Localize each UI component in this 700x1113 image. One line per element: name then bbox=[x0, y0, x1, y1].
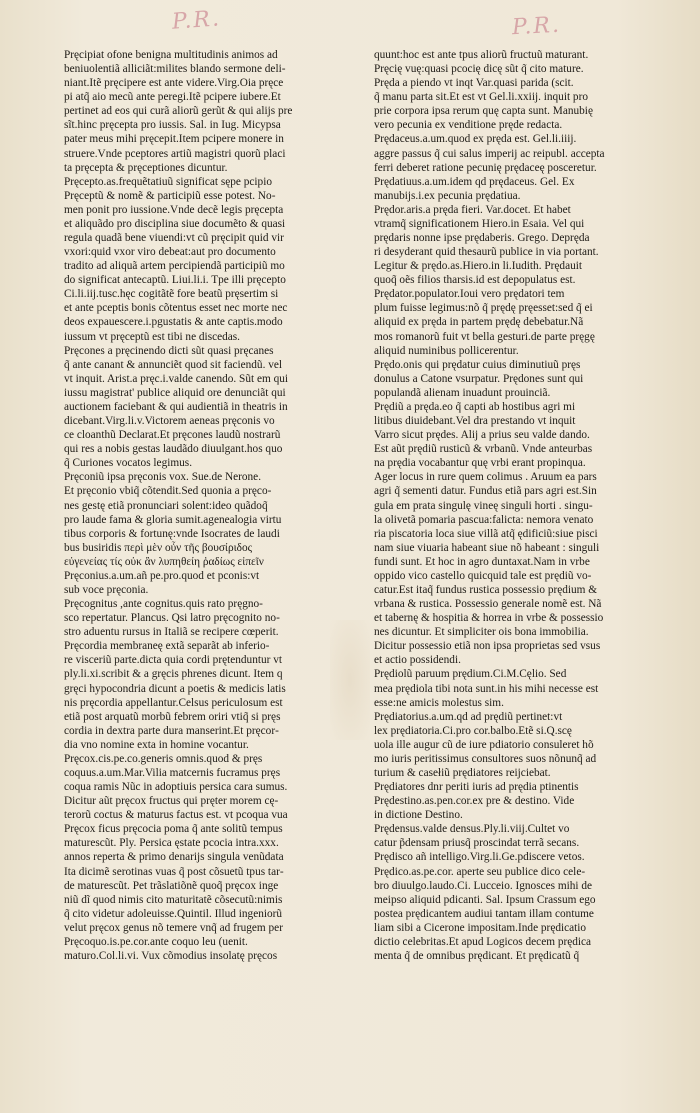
text-line: Prędaceus.a.um.quod ex pręda est. Gel.li.iiij. bbox=[374, 133, 577, 146]
text-line: men ponit pro iussione.Vnde decẽ legis pręcepta bbox=[64, 203, 284, 216]
text-line: cordia in dextra parte dura manserint.Et pręcor‑ bbox=[64, 724, 279, 737]
text-line: donulus a Catone vsurpatur. Prędones sunt qui bbox=[374, 372, 584, 385]
text-line: iussu magistrat' publice aliquid ore denunciãt qui bbox=[64, 386, 286, 399]
text-line: quunt:hoc est ante tpus aliorũ fructuũ maturant. bbox=[374, 49, 589, 61]
text-line: prędaris nonne ipse prędaberis. Grego. Depręda bbox=[374, 232, 590, 245]
text-line: εὐγενείας τίς οὐκ ἂν λυπηθείη ῥαδίως εἰπεῖν bbox=[64, 555, 264, 568]
text-line: aggre passus q̃ cui salus imperij ac reipubl. accepta bbox=[374, 147, 605, 160]
text-line: annos reperta & primo denarijs singula venũdata bbox=[64, 851, 284, 864]
text-line: dictio celebritas.Et apud Logicos decem prędica bbox=[374, 935, 592, 948]
text-line: auctionem faciebant & qui audientiã in theatris in bbox=[64, 400, 288, 413]
text-line: dicebant.Virg.li.v.Victorem aeneas pręconis vo bbox=[64, 415, 275, 428]
text-line: na prędia vocabantur quę vrbi erant propinqua. bbox=[374, 457, 586, 470]
text-line: qui res a nobis gestas laudãdo diuulgant.hos quo bbox=[64, 443, 283, 456]
text-line: Prędatiuus.a.um.idem qd prędaceus. Gel. Ex bbox=[374, 175, 575, 188]
text-line: bro diuulgo.laudo.Ci. Lucceio. Ignosces mihi de bbox=[374, 879, 593, 892]
text-line: coqua ramis Nũc in adoptiuis persica cara sumus. bbox=[64, 781, 288, 794]
text-line: Pręceptũ & nomẽ & participiũ esse potest. No‑ bbox=[64, 189, 276, 202]
text-line: in dictione Destino. bbox=[374, 809, 463, 822]
text-line: Pręconius.a.um.añ pe.pro.quod et pconis:vt bbox=[64, 569, 260, 582]
text-line: de maturescũt. Pet trãslatiõnẽ quoq̃ pręcox inge bbox=[64, 879, 279, 892]
text-line: nes gestę etiã pronunciari solent:ideo quãdoq̃ bbox=[64, 499, 268, 512]
text-line: ta pręcepta & pręceptiones dicuntur. bbox=[64, 161, 228, 174]
text-line: litibus diuidebant.Vel dra prestando vt inquit bbox=[374, 415, 576, 428]
text-line: manubijs.i.ex pecunia prędatiua. bbox=[374, 189, 521, 202]
text-line: Pręcepto.as.frequẽtatiuũ significat sępe pcipio bbox=[64, 175, 272, 188]
text-line: ce cloanthũ Declarat.Et pręcones laudũ nostrarũ bbox=[64, 429, 281, 442]
text-line: Dicitur aũt pręcox fructus qui pręter morem cę‑ bbox=[64, 795, 279, 808]
text-line: nes dicuntur. Et simpliciter ois bona immobilia. bbox=[374, 626, 589, 639]
text-line: niũ dĩ quod nimis cito maturitatẽ cõsecutũ:nimis bbox=[64, 893, 283, 906]
text-line: tibus corporis & fortunę:vnde Isocrates de laudi bbox=[64, 527, 280, 540]
text-line: terorũ coctus & maturus factus est. vt pcoqua vua bbox=[64, 809, 288, 822]
text-line: Prędensus.valde densus.Ply.li.viij.Cultet vo bbox=[374, 823, 570, 836]
text-line: deos expauescere.i.pgustatis & ante captis.modo bbox=[64, 316, 283, 329]
text-line: quoq̃ oẽs filios tharsis.id est depopulatus est. bbox=[374, 274, 576, 287]
text-line: sco repertatur. Plancus. Qsi latro pręcognito no‑ bbox=[64, 612, 280, 625]
text-line: maturescũt. Ply. Persica ęstate pcocia intra.xxx. bbox=[64, 837, 279, 850]
text-line: Est aũt prędiũ rusticũ & vrbanũ. Vnde anteurbas bbox=[374, 443, 593, 456]
text-line: niant.Itẽ pręcipere est ante videre.Virg.Oia pręce bbox=[64, 77, 284, 90]
text-line: mo iuris peritissimus consultores suos nõnunq̃ ad bbox=[374, 752, 597, 765]
text-line: plum fuisse legimus:nõ q̃ prędę pręesset:sed q̃ ei bbox=[374, 302, 593, 315]
text-line: struere.Vnde pceptores artiũ magistri quorũ placi bbox=[64, 147, 286, 160]
text-line: vtramq̃ significationem Hiero.in Esaia. Vel qui bbox=[374, 217, 585, 230]
text-line: q̃ ante canant & annunciẽt quod sit faciendũ. vel bbox=[64, 358, 283, 371]
text-line: q̃ cito videtur adoleuisse.Quintil. Illud ingeniorũ bbox=[64, 907, 283, 920]
text-line: pi atq̃ aio mecũ ante peregi.Itẽ pcipere iubere.Et bbox=[64, 91, 281, 104]
text-line: Pręda a piendo vt inqt Var.quasi parida (scit. bbox=[374, 77, 574, 90]
text-line: Pręconiũ ipsa pręconis vox. Sue.de Nerone. bbox=[64, 471, 262, 484]
text-line: populandã alienam inuadunt prouinciã. bbox=[374, 386, 551, 399]
text-column-right bbox=[374, 48, 670, 963]
text-line: prie corpora ipsa rerum quę capta sunt. Manubię bbox=[374, 105, 593, 118]
text-line: agri q̃ sementi datur. Fundus etiã pars agri est.Sin bbox=[374, 485, 597, 498]
text-line: beniuolentiã alliciãt:milites blando sermone deli‑ bbox=[64, 63, 286, 76]
marginal-note-right: P.R. bbox=[511, 12, 562, 41]
text-line: aliquid ex pręda in partem prędę debebatur.Nã bbox=[374, 316, 584, 329]
text-line: dia vno nomine exta in homine vocantur. bbox=[64, 738, 249, 751]
text-line: iussum vt pręceptũ est tibi ne discedas. bbox=[64, 330, 241, 343]
marginalia bbox=[0, 6, 700, 42]
text-line: Prędo.onis qui prędatur cuius diminutiuũ pręs bbox=[374, 358, 581, 371]
text-line: esse:ne amicis molestus sim. bbox=[374, 696, 504, 709]
text-line: Ci.li.iij.tusc.hęc cogitãtẽ fore beatũ pręsertim si bbox=[64, 288, 279, 301]
text-line: Prędico.as.pe.cor. aperte seu publice dico cele‑ bbox=[374, 865, 586, 878]
text-line: sĩt.hinc pręcepta pro iussis. Sal. in Iug. Micypsa bbox=[64, 119, 281, 132]
text-line: turium & casełiũ prędiatores reijciebat. bbox=[374, 766, 551, 779]
text-line: Ager locus in rure quem colimus . Aruum ea pars bbox=[374, 471, 597, 484]
text-line: Et pręconio vbiq̃ cõtendit.Sed quonia a pręco‑ bbox=[64, 485, 272, 498]
text-line: Prędiatorius.a.um.qd ad prędiũ pertinet:vt bbox=[374, 710, 563, 723]
text-line: pro laude fama & gloria sumit.agenealogia virtu bbox=[64, 513, 282, 526]
text-line: pertinet ad eos qui curã aliorũ gerũt & qui alijs pre bbox=[64, 105, 293, 118]
text-line: vt inquit. Arist.a pręc.i.valde canendo. Sũt em qui bbox=[64, 372, 289, 385]
text-line: gręci hypocondria dicunt a poetis & medicis latis bbox=[64, 682, 286, 695]
text-line: Varro sicut prędes. Alij a prius seu valde dando. bbox=[374, 429, 590, 442]
text-line: stro aduentu rursus in Italiã se recipere cœperit. bbox=[64, 626, 279, 639]
text-line: Pręcordia membraneę extã separãt ab inferio‑ bbox=[64, 640, 270, 653]
text-line: la olivetã pomaria pascua:falicta: nemora venato bbox=[374, 513, 594, 526]
text-line: ferri deberet ratione pecunię prędaceę posceretur. bbox=[374, 161, 597, 174]
text-line: Prędisco añ intelligo.Virg.li.Ge.pdiscere vetos. bbox=[374, 851, 585, 864]
text-line: Pręcones a pręcinendo dicti sũt quasi pręcanes bbox=[64, 344, 274, 357]
text-line: liam sibi a Cicerone impositam.Inde prędicatio bbox=[374, 921, 587, 934]
text-line: Prędator.populator.Ioui vero prędatori tem bbox=[374, 288, 565, 301]
text-line: fundi sunt. Et hoc in agro duntaxat.Nam in vrbe bbox=[374, 555, 590, 568]
text-line: sub voce pręconia. bbox=[64, 583, 149, 596]
text-line: meipso aliquid pdicanti. Sal. Ipsum Crassum ego bbox=[374, 893, 596, 906]
text-line: re visceriũ parte.dicta quia cordi prętenduntur vt bbox=[64, 654, 283, 667]
text-line: vxori:quid vxor viro debeat:aut pro documento bbox=[64, 246, 276, 259]
text-line: Pręcię vuę:quasi pcocię dicę sũt q̃ cito mature. bbox=[374, 63, 584, 76]
text-line: bus busiridis περὶ μὲν οὖν τῆς βουσίριδος bbox=[64, 541, 253, 554]
text-line: velut pręcox genus nõ temere vnq̃ ad frugem per bbox=[64, 921, 283, 934]
text-line: vero pecunia ex venditione pręde redacta. bbox=[374, 119, 563, 132]
text-line: pater meus mihi pręcepit.Item pcipere monere in bbox=[64, 133, 284, 146]
text-line: regula quadã bene viuendi:vt cũ pręcipit quid vir bbox=[64, 232, 284, 245]
text-line: etiã post arquatũ morbũ febrem oriri vtiq̃ si pręs bbox=[64, 710, 281, 723]
text-line: lex prędiatoria.Ci.pro cor.balbo.Etẽ si.Q.scę bbox=[374, 724, 572, 737]
text-line: oppido vico castello quicquid tale est prędiũ vo‑ bbox=[374, 569, 592, 582]
text-line: maturo.Col.li.vi. Vux cõmodius insolatę pręcos bbox=[64, 950, 278, 962]
text-column-left bbox=[64, 48, 364, 963]
text-line: vrbana & rustica. Possessio generale nomẽ est. Nã bbox=[374, 598, 602, 611]
text-line: Pręcoquo.is.pe.cor.ante coquo leu (uenit. bbox=[64, 935, 248, 948]
text-line: Prędiatores dnr periti iuris ad prędia ptinentis bbox=[374, 781, 579, 794]
text-line: et ante pceptis bonis cõtentus esset nec morte nec bbox=[64, 302, 288, 315]
text-line: et aliquãdo pro disciplina siue documẽto & quasi bbox=[64, 217, 286, 230]
text-line: do significat antecaptũ. Liui.li.i. Tpe illi pręcepto bbox=[64, 274, 286, 287]
marginal-note-left: P.R. bbox=[171, 6, 222, 35]
text-line: Pręcipiat ofone benigna multitudinis animos ad bbox=[64, 49, 278, 61]
text-line: nam siue viuaria habeant siue nõ habeant : singuli bbox=[374, 541, 600, 554]
text-line: Prędiolũ paruum prędium.Ci.M.Cęlio. Sed bbox=[374, 668, 567, 681]
text-line: Prędor.aris.a pręda fieri. Var.docet. Et habet bbox=[374, 203, 571, 216]
text-line: Pręcognitus ,ante cognitus.quis rato pręgno‑ bbox=[64, 598, 263, 611]
text-line: Prędiũ a pręda.eo q̃ capti ab hostibus agri mi bbox=[374, 400, 576, 413]
text-line: q̃ Curiones vocatos legimus. bbox=[64, 457, 193, 470]
text-line: catur.Est itaq̃ fundus rustica possessio prędium & bbox=[374, 583, 598, 596]
text-line: et tabernę & hospitia & horrea in vrbe & possessio bbox=[374, 612, 604, 625]
text-line: Prędestino.as.pen.cor.ex pre & destino. Vide bbox=[374, 795, 575, 808]
text-line: mos romanorũ fuit vt bella gesturi.de parte pręgę bbox=[374, 330, 595, 343]
text-line: aliquid numinibus pollicerentur. bbox=[374, 344, 519, 357]
text-line: mea prędiola tibi nota sunt.in his mihi necesse est bbox=[374, 682, 599, 695]
text-line: et actio possidendi. bbox=[374, 654, 461, 667]
text-line: ri desyderant quid thesaurũ publice in via portant. bbox=[374, 246, 599, 259]
text-line: ply.li.xi.scribit & a gręcis phrenes dicunt. Item q bbox=[64, 668, 283, 681]
text-line: q̃ manu parta sit.Et est vt Gel.li.xxiij. inquit pro bbox=[374, 91, 588, 104]
text-line: menta q̃ de omnibus prędicant. Et prędicatũ q̃ bbox=[374, 950, 580, 962]
text-line: Pręcox.cis.pe.co.generis omnis.quod & pręs bbox=[64, 752, 263, 765]
text-line: coquus.a.um.Mar.Vilia matcernis fucramus pręs bbox=[64, 766, 281, 779]
text-line: catur p̃densam priusq̃ proscindat terrã secans. bbox=[374, 837, 580, 850]
text-line: ria piscatoria loca siue villã atq̃ ędificiũ:siue pisci bbox=[374, 527, 598, 540]
text-line: tradito ad aliquã artem percipiendã participiũ mo bbox=[64, 260, 285, 273]
text-line: nis pręcordia appellantur.Celsus periculosum est bbox=[64, 696, 283, 709]
text-line: uola ille augur cũ de iure pdiatorio consuleret hõ bbox=[374, 738, 594, 751]
text-line: postea prędicantem audiui tantam illam contume bbox=[374, 907, 594, 920]
text-line: Pręcox ficus pręcocia poma q̃ ante solitũ tempus bbox=[64, 823, 283, 836]
text-line: gula em prata singulę vineę singuli horti . singu‑ bbox=[374, 499, 593, 512]
text-line: Dicitur possessio etiã non ipsa proprietas sed vsus bbox=[374, 640, 601, 653]
text-line: Legitur & prędo.as.Hiero.in li.Iudith. Prędauit bbox=[374, 260, 583, 273]
text-line: Ita dicimẽ serotinas vuas q̃ post cõsuetũ tpus tar‑ bbox=[64, 865, 284, 878]
